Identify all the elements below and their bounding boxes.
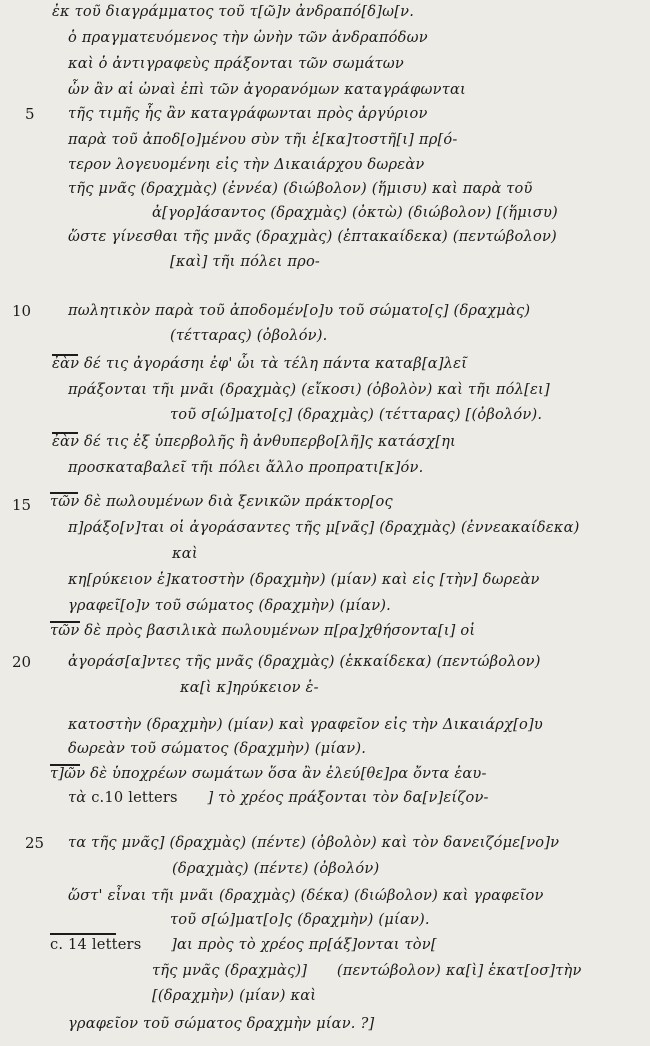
text-line: καὶ ὁ ἀντιγραφεὺς πράξονται τῶν σωμάτων xyxy=(68,55,404,72)
line-number: 5 xyxy=(25,105,35,123)
text-line: ὥστε γίνεσθαι τῆς μνᾶς (δραχμὰς) (ἑπτακαίδεκα) (πεντώβολον) xyxy=(68,228,557,245)
text-fragment: τὰ xyxy=(68,789,87,806)
line-number: 15 xyxy=(12,496,32,514)
text-line: τοῦ σ[ώ]ματο[ς] (δραχμὰς) (τέτταρας) [(ὀβολόν). xyxy=(170,406,543,423)
text-line: ἐκ τοῦ διαγράμματος τοῦ τ[ῶ]ν ἀνδραπό[δ]ω[ν. xyxy=(52,3,415,20)
text-line: παρὰ τοῦ ἀποδ[ο]μένου σὺν τῆι ἐ[κα]τοστῆ[ι] πρ[ό- xyxy=(68,131,458,148)
text-fragment: ]αι πρὸς τὸ χρέος πρ[άξ]ονται τὸν[ xyxy=(171,936,437,953)
text-line: [(δραχμὴν) (μίαν) καὶ xyxy=(152,987,317,1004)
text-line: τῆς μνᾶς (δραχμὰς) (ἐννέα) (διώβολον) (ἥμισυ) καὶ παρὰ τοῦ xyxy=(68,180,533,197)
text-line: τῶν δὲ πωλουμένων διὰ ξενικῶν πράκτορ[ος xyxy=(50,493,393,510)
text-line: δωρεὰν τοῦ σώματος (δραχμὴν) (μίαν). xyxy=(68,740,367,757)
text-line: ἀγοράσ[α]ντες τῆς μνᾶς (δραχμὰς) (ἑκκαίδεκα) (πεντώβολον) xyxy=(68,653,541,670)
text-line: ἀ[γορ]άσαντος (δραχμὰς) (ὀκτὼ) (διώβολον) [(ἥμισυ) xyxy=(152,204,558,221)
text-line: τοῦ σ[ώ]ματ[ο]ς (δραχμὴν) (μίαν). xyxy=(170,911,430,928)
text-line: γραφεῖον τοῦ σώματος δραχμὴν μίαν. ?] xyxy=(68,1015,375,1032)
text-line: γραφεῖ[ο]ν τοῦ σώματος (δραχμὴν) (μίαν). xyxy=(68,597,392,614)
text-line xyxy=(152,961,582,981)
text-line: ὥστ' εἶναι τῆι μνᾶι (δραχμὰς) (δέκα) (διώβολον) καὶ γραφεῖον xyxy=(68,887,544,904)
text-line xyxy=(50,935,437,955)
text-line: τ]ῶν δὲ ὑποχρέων σωμάτων ὅσα ἂν ἐλεύ[θε]ρα ὄντα ἑαυ- xyxy=(50,765,487,782)
text-line: π]ράξο[ν]ται οἱ ἀγοράσαντες τῆς μ[νᾶς] (δραχμὰς) (ἐννεακαίδεκα) xyxy=(68,519,580,536)
text-line: ὧν ἂν αἱ ὠναὶ ἐπὶ τῶν ἀγορανόμων καταγράφωνται xyxy=(68,81,466,98)
text-line: ἐὰν δέ τις ἐξ ὑπερβολῆς ἢ ἀνθυπερβο[λῆ]ς κατάσχ[ηι xyxy=(52,433,456,450)
text-line: κα[ὶ κ]ηρύκειον ἑ- xyxy=(180,679,319,696)
text-line: ἐὰν δέ τις ἀγοράσηι ἐφ' ὧι τὰ τέλη πάντα καταβ[α]λεῖ xyxy=(52,355,468,372)
text-line: τῆς τιμῆς ἧς ἂν καταγράφωνται πρὸς ἀργύριον xyxy=(68,105,428,122)
text-line: κατοστὴν (δραχμὴν) (μίαν) καὶ γραφεῖον εἰς τὴν Δικαιάρχ[ο]υ xyxy=(68,716,543,733)
text-line: κη[ρύκειον ἑ]κατοστὴν (δραχμὴν) (μίαν) καὶ εἰς [τὴν] δωρεὰν xyxy=(68,571,540,588)
lacuna-note: c. 14 letters xyxy=(50,936,142,953)
text-line: (τέτταρας) (ὀβολόν). xyxy=(170,327,328,344)
text-line: προσκαταβαλεῖ τῆι πόλει ἄλλο προπρατι[κ]όν. xyxy=(68,459,424,476)
text-line: ὁ πραγματευόμενος τὴν ὠνὴν τῶν ἀνδραπόδων xyxy=(68,29,428,46)
line-number: 10 xyxy=(12,302,32,320)
text-line: πράξονται τῆι μνᾶι (δραχμὰς) (εἴκοσι) (ὀβολὸν) καὶ τῆι πόλ[ει] xyxy=(68,381,550,398)
lacuna-note: c.10 letters xyxy=(91,789,178,806)
line-number: 25 xyxy=(25,834,45,852)
text-fragment: ] τὸ χρέος πράξονται τὸν δα[ν]είζον- xyxy=(207,789,489,806)
text-line: [καὶ] τῆι πόλει προ- xyxy=(170,253,321,270)
text-fragment: τῆς μνᾶς (δραχμὰς)] xyxy=(152,962,308,979)
text-line: τα τῆς μνᾶς] (δραχμὰς) (πέντε) (ὀβολὸν) καὶ τὸν δανειζόμε[νο]ν xyxy=(68,834,560,851)
text-line: τερον λογευομένηι εἰς τὴν Δικαιάρχου δωρεὰν xyxy=(68,156,425,173)
text-line: τῶν δὲ πρὸς βασιλικὰ πωλουμένων π[ρα]χθήσοντα[ι] οἱ xyxy=(50,622,476,639)
text-line xyxy=(68,788,489,808)
line-number: 20 xyxy=(12,653,32,671)
text-line: (δραχμὰς) (πέντε) (ὀβολόν) xyxy=(172,860,380,877)
text-line: καὶ xyxy=(172,545,198,562)
text-line: πωλητικὸν παρὰ τοῦ ἀποδομέν[ο]υ τοῦ σώματο[ς] (δραχμὰς) xyxy=(68,302,531,319)
text-fragment: (πεντώβολον) κα[ὶ] ἑκατ[οσ]τὴν xyxy=(336,962,582,979)
